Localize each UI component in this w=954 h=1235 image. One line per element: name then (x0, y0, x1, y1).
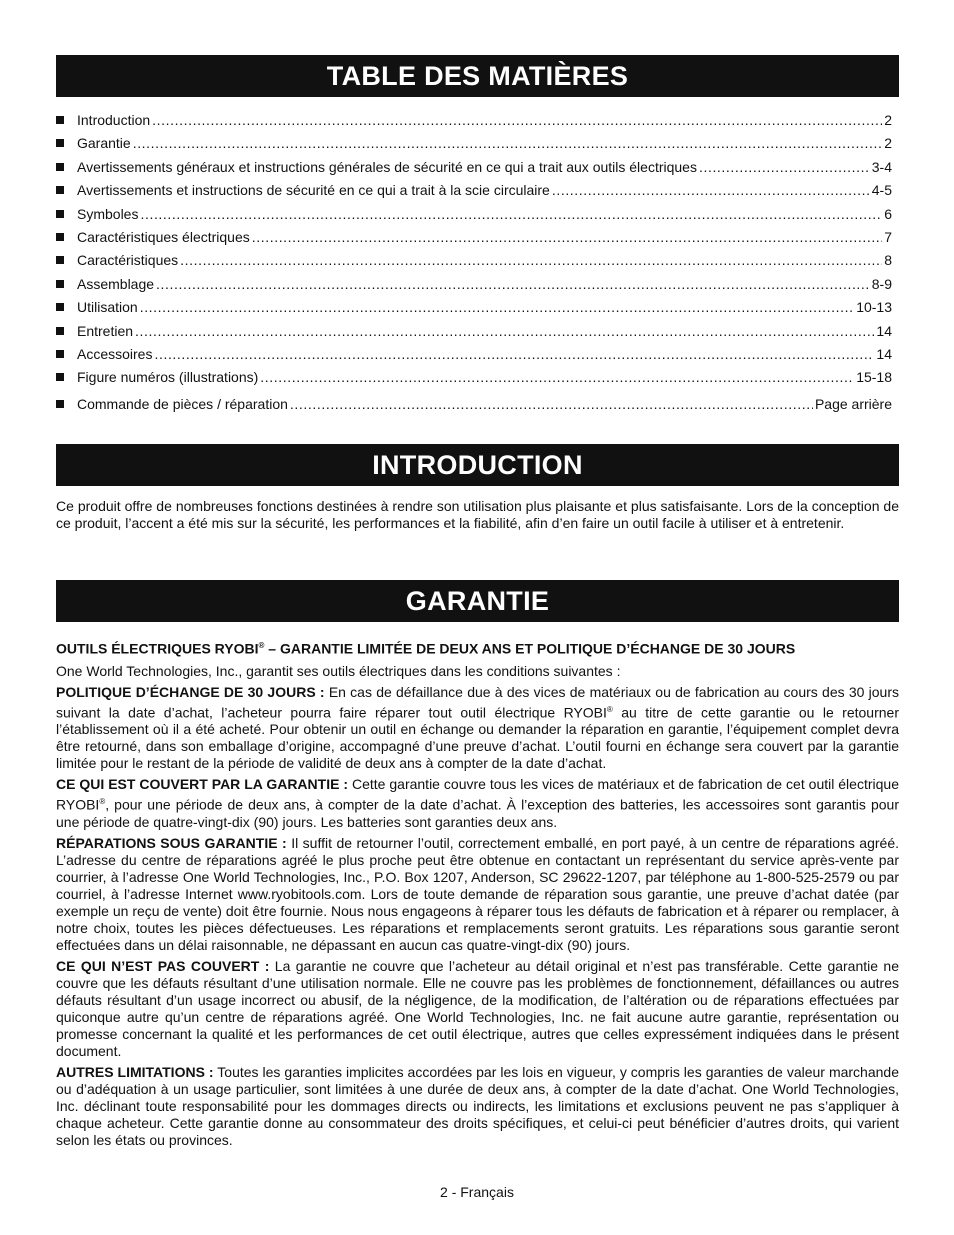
toc-leader-dots (133, 135, 883, 151)
toc-item-label: Utilisation (77, 299, 138, 316)
toc-leader-dots (252, 229, 882, 245)
toc-leader-dots (140, 206, 882, 222)
toc-item (56, 299, 892, 322)
toc-leader-dots (552, 182, 870, 198)
toc-item-label: Introduction (77, 112, 151, 128)
reparations-paragraph: RÉPARATIONS SOUS GARANTIE : Il suffit de retourner l’outil, correctement emballé, en port payé, à un centre de réparations agréé. L’adresse du centre de réparations agréé le plus proche peut être obtenue en contactant un représentant du service après-vente par courrier, à l’adresse One World Technologies, Inc., P.O. Box 1207, Anderson, SC 29622-1207, par téléphone au 1-800-525-2579 ou par courriel, à l’adresse Internet www.ryobitools.com. Lors de toute demande de réparation sous garantie, une preuve d’achat datée (par exemple un reçu de vente) doit être fournie. Nous nous engageons à réparer tous les défauts de fabrication et à réparer ou remplacer, à notre choix, toutes les pièces défectueuses. Les réparations et remplacements seront gratuits. Les réparations sous garantie seront effectuées dans un délai raisonnable, ne dépassant en aucun cas quatre-vingt-dix (90) jours. (56, 834, 900, 953)
square-bullet-icon (56, 400, 64, 408)
page-footer: 2 - Français (440, 1184, 514, 1200)
introduction-body: Ce produit offre de nombreuses fonctions destinées à rendre son utilisation plus plaisante et plus satisfaisante. Lors de la conception de ce produit, l’accent a été mis sur la sécurité, les performances et la fiabilité, afin d’en faire un outil facile à utiliser et à entretenir. (56, 498, 899, 531)
limitations-paragraph: AUTRES LIMITATIONS : Toutes les garanties implicites accordées par les lois en vigueur, y compris les garanties de valeur marchande ou d’adéquation à un usage particulier, sont limitées à une durée de deux ans, à compter de la date d’achat. One World Technologies, Inc. déclinant toute responsabilité pour les dommages directs ou indirects, les limitations et exclusions peuvent ne pas s’appliquer à chaque acheteur. Cette garantie donne au consommateur des droits spécifiques, et celui-ci peut bénéficier d’autres droits, qui varient selon les états ou provinces. (56, 1063, 899, 1148)
toc-item (56, 252, 892, 275)
toc-item-page: Page arrière (814, 395, 892, 412)
toc-item-page: 3-4 (871, 158, 892, 175)
toc-item-page: 14 (876, 345, 892, 362)
garantie-title: GARANTIE (56, 580, 899, 622)
introduction-title: INTRODUCTION (56, 444, 899, 486)
garantie-intro: One World Technologies, Inc., garantit ses outils électriques dans les conditions suivantes : (56, 662, 621, 679)
toc-item-page: 15-18 (856, 369, 892, 386)
toc-leader-dots (290, 396, 813, 412)
square-bullet-icon (56, 163, 64, 171)
toc-item (56, 229, 892, 252)
toc-item-page: 6 (884, 205, 892, 222)
square-bullet-icon (56, 116, 64, 124)
toc-item-label: Entretien (77, 322, 134, 339)
reparations-label: RÉPARATIONS SOUS GARANTIE : (56, 834, 287, 851)
toc-item-page: 2 (884, 112, 892, 128)
garantie-heading: OUTILS ÉLECTRIQUES RYOBI® – GARANTIE LIMITÉE DE DEUX ANS ET POLITIQUE D’ÉCHANGE DE 30 JOURS (56, 640, 796, 657)
toc-title: TABLE DES MATIÈRES (56, 55, 899, 97)
toc-leader-dots (699, 159, 870, 175)
toc-item-label: Assemblage (77, 275, 155, 292)
introduction-section (56, 498, 899, 536)
toc-item-page: 8-9 (871, 275, 892, 292)
toc-item-label: Avertissements généraux et instructions générales de sécurité en ce qui a trait aux outils électriques (77, 158, 697, 175)
square-bullet-icon (56, 327, 64, 335)
limitations-label: AUTRES LIMITATIONS : (56, 1063, 214, 1080)
toc-leader-dots (140, 299, 854, 315)
toc-item (56, 206, 892, 229)
toc-item (56, 135, 892, 158)
pas-couvert-label: CE QUI N’EST PAS COUVERT : (56, 957, 270, 974)
square-bullet-icon (56, 256, 64, 264)
toc-item-label: Commande de pièces / réparation (77, 395, 288, 412)
toc-item-page: 4-5 (871, 182, 892, 199)
toc-item (56, 182, 892, 205)
toc-item-label: Caractéristiques électriques (77, 228, 250, 245)
square-bullet-icon (56, 233, 64, 241)
toc-item (56, 396, 892, 419)
square-bullet-icon (56, 350, 64, 358)
toc-leader-dots (180, 252, 882, 268)
garantie-section (56, 637, 899, 1153)
toc-item (56, 112, 892, 135)
square-bullet-icon (56, 373, 64, 381)
toc-item (56, 323, 892, 346)
toc-leader-dots (152, 112, 882, 128)
table-of-contents (56, 112, 892, 419)
toc-item-page: 14 (876, 322, 892, 339)
toc-item-label: Garantie (77, 135, 131, 152)
toc-leader-dots (156, 276, 870, 292)
toc-item-page: 8 (884, 252, 892, 269)
toc-item-label: Caractéristiques (77, 252, 179, 269)
toc-item (56, 276, 892, 299)
toc-item (56, 346, 892, 369)
square-bullet-icon (56, 139, 64, 147)
toc-item-label: Accessoires (77, 345, 153, 362)
toc-item-page: 10-13 (856, 299, 892, 316)
toc-leader-dots (260, 369, 854, 385)
toc-item-label: Figure numéros (illustrations) (77, 369, 259, 386)
politique-label: POLITIQUE D’ÉCHANGE DE 30 JOURS : (56, 683, 325, 700)
toc-item-label: Avertissements et instructions de sécurité en ce qui a trait à la scie circulaire (77, 182, 550, 199)
toc-leader-dots (135, 323, 874, 339)
couvert-paragraph: CE QUI EST COUVERT PAR LA GARANTIE : Cette garantie couvre tous les vices de matériaux et de fabrication de cet outil électrique RYOBI®, pour une période de deux ans, à compter de la date d’achat. À l’exception des batteries, les accessoires sont garantis pour une période de quatre-vingt-dix (90) jours. Les batteries sont garanties deux ans. (56, 776, 899, 830)
square-bullet-icon (56, 280, 64, 288)
toc-item (56, 369, 892, 392)
toc-item-page: 7 (884, 228, 892, 245)
toc-item (56, 159, 892, 182)
toc-item-label: Symboles (77, 205, 139, 222)
square-bullet-icon (56, 210, 64, 218)
pas-couvert-paragraph: CE QUI N’EST PAS COUVERT : La garantie ne couvre que l’acheteur au détail original et n’est pas transférable. Cette garantie ne couvre que les défauts résultant d’une utilisation normale. Elle ne couvre pas les problèmes de fonctionnement, défaillances ou autres défauts résultant d’un usage incorrect ou abusif, de la négligence, de la modification, de l’altération ou de réparations effectuées par quiconque autre qu’un centre de réparations agréé. One World Technologies, Inc. ne fait aucune autre garantie, représentation ou promesse concernant la qualité et les performances de cet outil électrique, autres que celles expressément indiquées dans le présent document. (56, 957, 900, 1059)
toc-item-page: 2 (884, 135, 892, 152)
politique-paragraph: POLITIQUE D’ÉCHANGE DE 30 JOURS : En cas de défaillance due à des vices de matériaux ou de fabrication au cours des 30 jours suivant la date d’achat, l’acheteur pourra faire réparer tout outil électrique RYOBI® au titre de cette garantie ou le retourner l’établissement où il a été acheté. Pour obtenir un outil en échange ou demander la réparation en garantie, l’équipement complet devra être retourné, dans son emballage d’origine, accompagné d’une preuve d’achat. L’outil fourni en échange sera couvert par la garantie limitée pour le restant de la période de validité de deux ans à compter de la date d’achat. (56, 683, 899, 772)
square-bullet-icon (56, 186, 64, 194)
couvert-label: CE QUI EST COUVERT PAR LA GARANTIE : (56, 776, 349, 793)
square-bullet-icon (56, 303, 64, 311)
toc-leader-dots (154, 346, 874, 362)
